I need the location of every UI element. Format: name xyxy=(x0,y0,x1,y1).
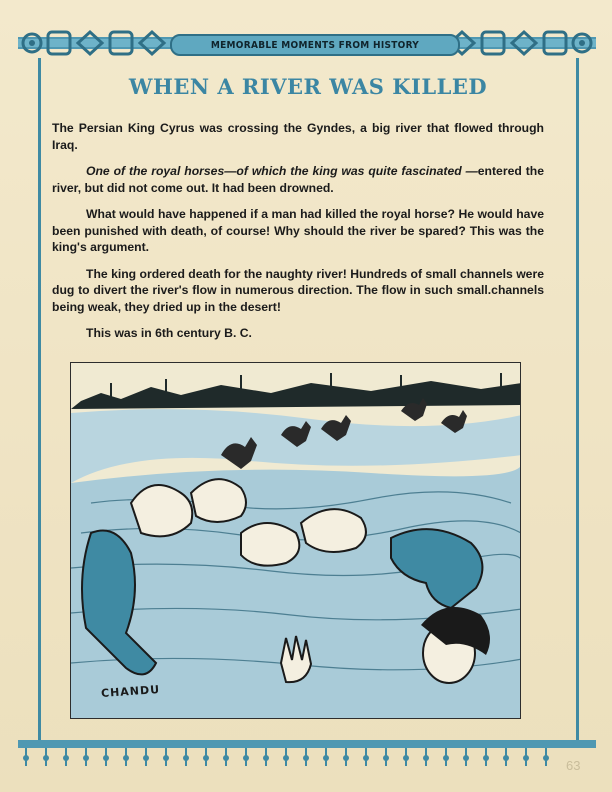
paragraph-2 xyxy=(52,163,544,196)
paragraph-2-suffix: entered the river, but did not come out. It had been drowned. xyxy=(52,164,544,195)
paragraph-2-prefix: One of the royal horses—of which the king was quite fascinated — xyxy=(86,164,478,178)
paragraph-5: This was in 6th century B. C. xyxy=(86,326,252,340)
paragraph-1: The Persian King Cyrus was crossing the Gyndes, a big river that flowed through Iraq. xyxy=(52,121,544,152)
frame-right-border xyxy=(576,58,579,748)
artist-signature: CHANDU xyxy=(100,682,161,701)
bottom-border xyxy=(18,740,596,770)
article-title: WHEN A RIVER WAS KILLED xyxy=(128,74,488,99)
river-scene-icon xyxy=(71,363,521,719)
banner-text: MEMORABLE MOMENTS FROM HISTORY xyxy=(210,39,420,51)
paragraph-4: The king ordered death for the naughty river! Hundreds of small channels were dug to divert the river's flow in numerous direction. The flow in such small.channels being weak, they dried up in the desert! xyxy=(52,266,544,314)
banner-plate xyxy=(170,34,460,56)
bottom-ornament-icon xyxy=(18,740,596,770)
header-banner xyxy=(18,24,596,64)
river-illustration xyxy=(70,362,521,719)
article-body xyxy=(52,120,544,352)
page-number: 63 xyxy=(566,758,581,773)
paragraph-3: What would have happened if a man had killed the royal horse? He would have been punished with death, of course! Why should the river be spared? This was the king's argument. xyxy=(52,207,544,254)
frame-left-border xyxy=(38,58,41,748)
